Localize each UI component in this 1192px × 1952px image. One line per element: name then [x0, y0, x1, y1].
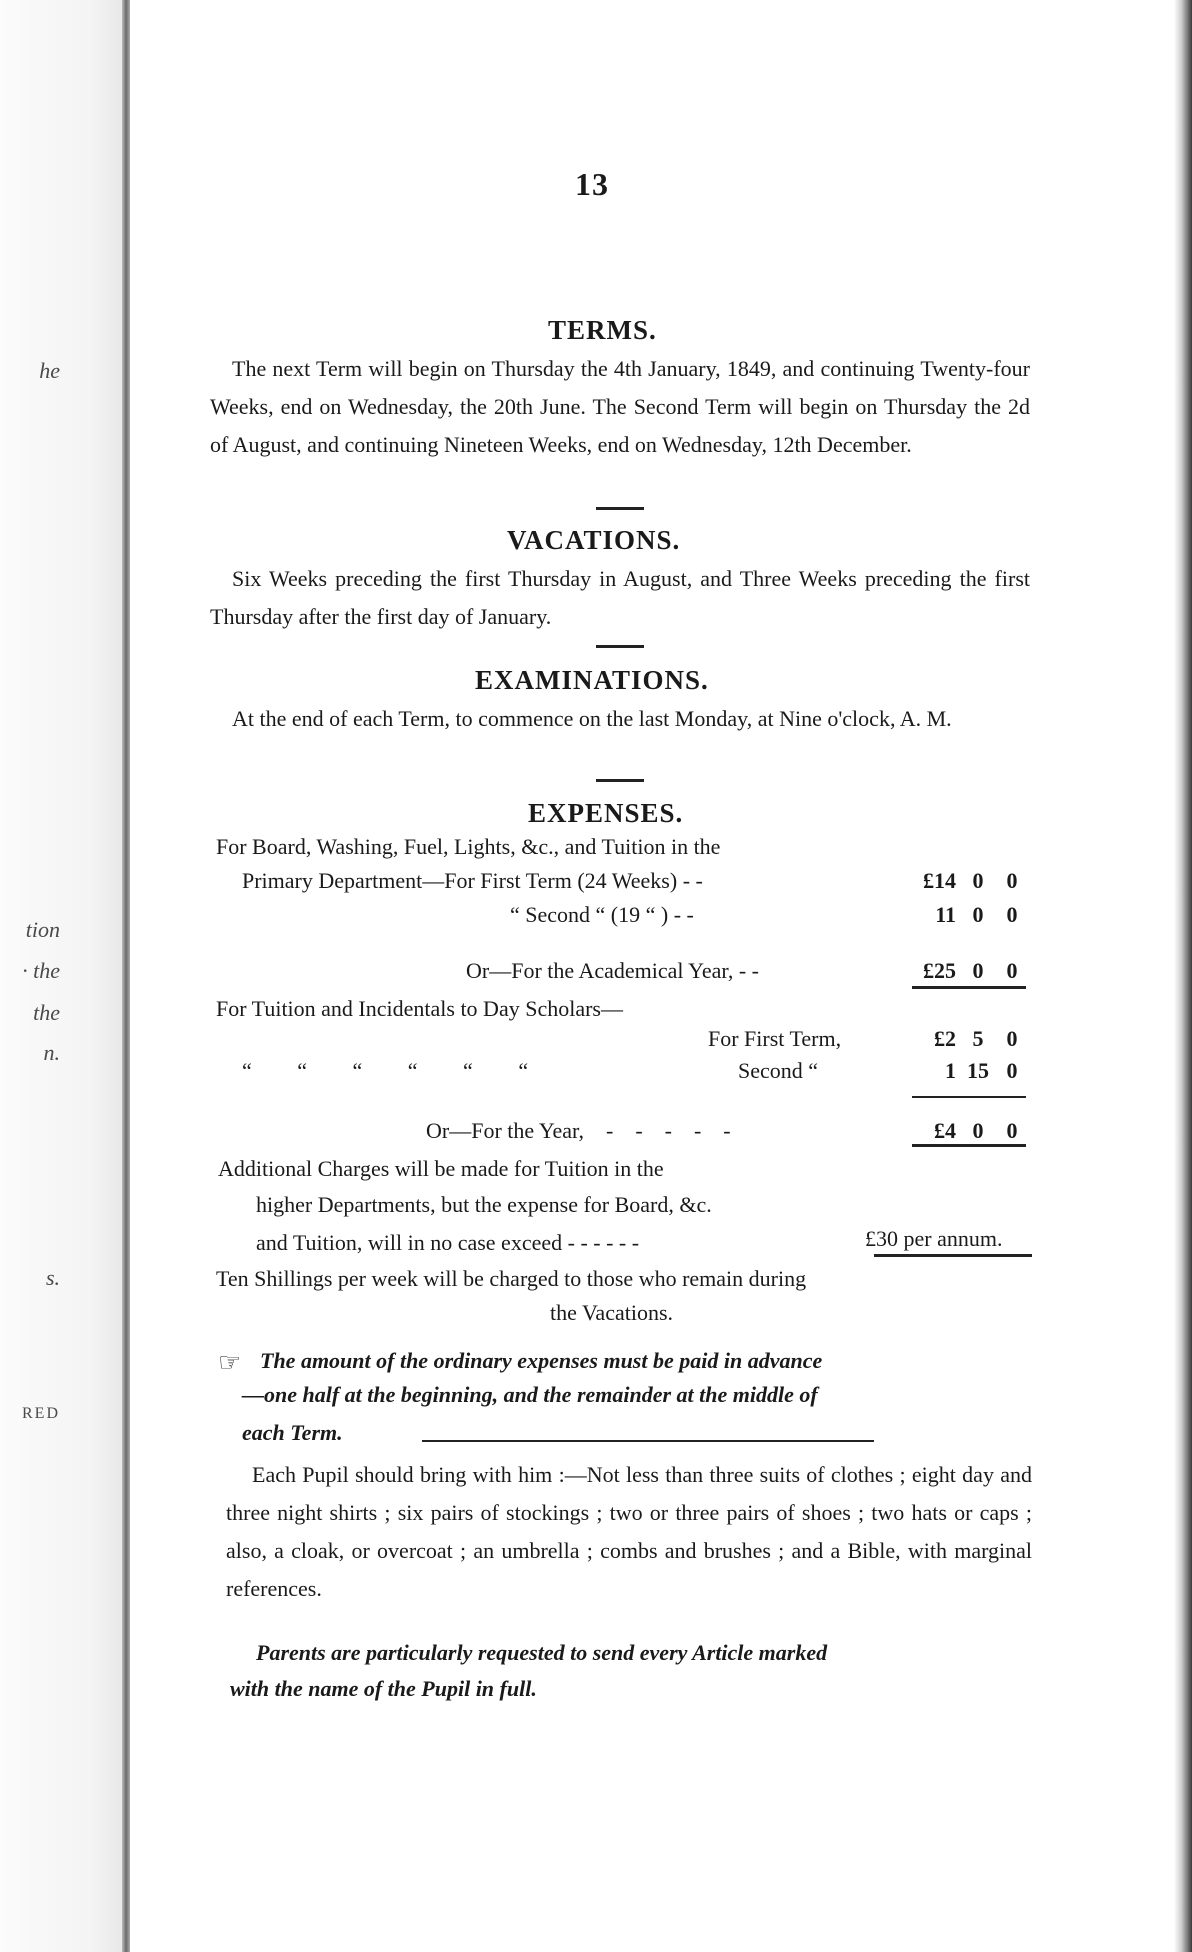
- pupil-items-paragraph: Each Pupil should bring with him :—Not less than three suits of clothes ; eight day and three night shirts ; six pairs of stockings ; two or three pairs of shoes ; two hats or caps ; also, a cloak, or overcoat ; an umbrella ; combs and brushes ; and a Bible, with marginal references.: [226, 1462, 1032, 1601]
- amount-pounds: 11: [935, 902, 956, 927]
- vacations-paragraph: Six Weeks preceding the first Thursday in August, and Three Weeks preceding the first Thursday after the first day of January.: [210, 566, 1030, 629]
- section-divider: [596, 507, 644, 510]
- advance-payment-line: The amount of the ordinary expenses must be paid in advance: [260, 1348, 823, 1373]
- amount-shillings: 0: [972, 958, 984, 983]
- additional-charges-line: Additional Charges will be made for Tuition in the: [218, 1156, 664, 1181]
- section-divider: [422, 1440, 874, 1442]
- margin-fragment: s.: [45, 1265, 60, 1290]
- amount-pounds: £25: [923, 958, 956, 983]
- margin-fragment: · the: [22, 958, 60, 983]
- amount-pounds: £14: [923, 868, 956, 893]
- expense-day-scholars-line: For Tuition and Incidentals to Day Scholars—: [216, 996, 623, 1021]
- amount-pence: 0: [1006, 902, 1018, 927]
- amount-pence: 0: [1006, 1118, 1018, 1143]
- vacations-heading: VACATIONS.: [507, 525, 681, 555]
- expenses-heading: EXPENSES.: [528, 798, 684, 828]
- expense-board-line: For Board, Washing, Fuel, Lights, &c., and Tuition in the: [216, 834, 721, 859]
- margin-fragment: n.: [43, 1040, 60, 1065]
- ditto-marks: “ “ “ “ “ “: [242, 1058, 529, 1083]
- amount-shillings: 0: [972, 1118, 984, 1143]
- total-underline: [874, 1254, 1032, 1257]
- vacation-charge-line: the Vacations.: [550, 1300, 674, 1325]
- pointing-hand-icon: ☞: [218, 1348, 242, 1377]
- amount-pounds: £2: [934, 1026, 956, 1051]
- expense-year-line: Or—For the Year, - - - - -: [426, 1118, 731, 1143]
- expense-day-first-term-line: For First Term,: [708, 1026, 842, 1051]
- section-divider: [596, 779, 644, 782]
- total-underline: [912, 1144, 1026, 1147]
- amount-pence: 0: [1006, 868, 1018, 893]
- page-right-edge: [1174, 0, 1192, 1952]
- margin-fragment: tion: [25, 917, 60, 942]
- examinations-heading: EXAMINATIONS.: [475, 665, 709, 695]
- section-divider: [596, 645, 644, 648]
- page-number: 13: [575, 166, 609, 202]
- amount-pounds: £4: [934, 1118, 956, 1143]
- expense-academic-year-line: Or—For the Academical Year, - -: [466, 958, 759, 983]
- amount-pence: 0: [1006, 1058, 1018, 1083]
- amount-shillings: 5: [972, 1026, 984, 1051]
- total-underline: [912, 986, 1026, 989]
- expense-primary-line: Primary Department—For First Term (24 Weeks) - -: [242, 868, 703, 893]
- margin-fragment: the: [33, 1000, 60, 1025]
- name-marking-notice: Parents are particularly requested to send every Article marked: [256, 1640, 828, 1665]
- document-page: [130, 0, 1174, 1952]
- annual-cap-amount: £30 per annum.: [865, 1226, 1003, 1251]
- amount-shillings: 0: [972, 868, 984, 893]
- advance-payment-line: each Term.: [242, 1420, 343, 1445]
- terms-paragraph: The next Term will begin on Thursday the 4th January, 1849, and continuing Twenty-four Weeks, end on Wednesday, the 20th June. The Second Term will begin on Thursday the 2d of August, and continuing Nineteen Weeks, end on Wednesday, 12th December.: [210, 356, 1030, 457]
- amount-shillings: 0: [972, 902, 984, 927]
- terms-heading: TERMS.: [548, 315, 657, 345]
- margin-fragment: he: [39, 358, 60, 383]
- additional-charges-line: higher Departments, but the expense for Board, &c.: [256, 1192, 712, 1217]
- expense-second-term-line: “ Second “ (19 “ ) - -: [510, 902, 694, 927]
- vacation-charge-line: Ten Shillings per week will be charged to those who remain during: [216, 1266, 807, 1291]
- amount-pence: 0: [1006, 958, 1018, 983]
- examinations-paragraph: At the end of each Term, to commence on the last Monday, at Nine o'clock, A. M.: [232, 706, 952, 731]
- subtotal-rule: [912, 1096, 1026, 1098]
- expense-day-second-line: Second “: [738, 1058, 819, 1083]
- name-marking-notice: with the name of the Pupil in full.: [230, 1676, 537, 1701]
- margin-fragment: RED: [22, 1405, 60, 1422]
- amount-shillings: 15: [967, 1058, 989, 1083]
- amount-pence: 0: [1006, 1026, 1018, 1051]
- additional-charges-line: and Tuition, will in no case exceed - - - - - -: [256, 1230, 640, 1255]
- book-spine: [122, 0, 130, 1952]
- advance-payment-line: —one half at the beginning, and the remainder at the middle of: [242, 1382, 818, 1407]
- amount-pounds: 1: [945, 1058, 956, 1083]
